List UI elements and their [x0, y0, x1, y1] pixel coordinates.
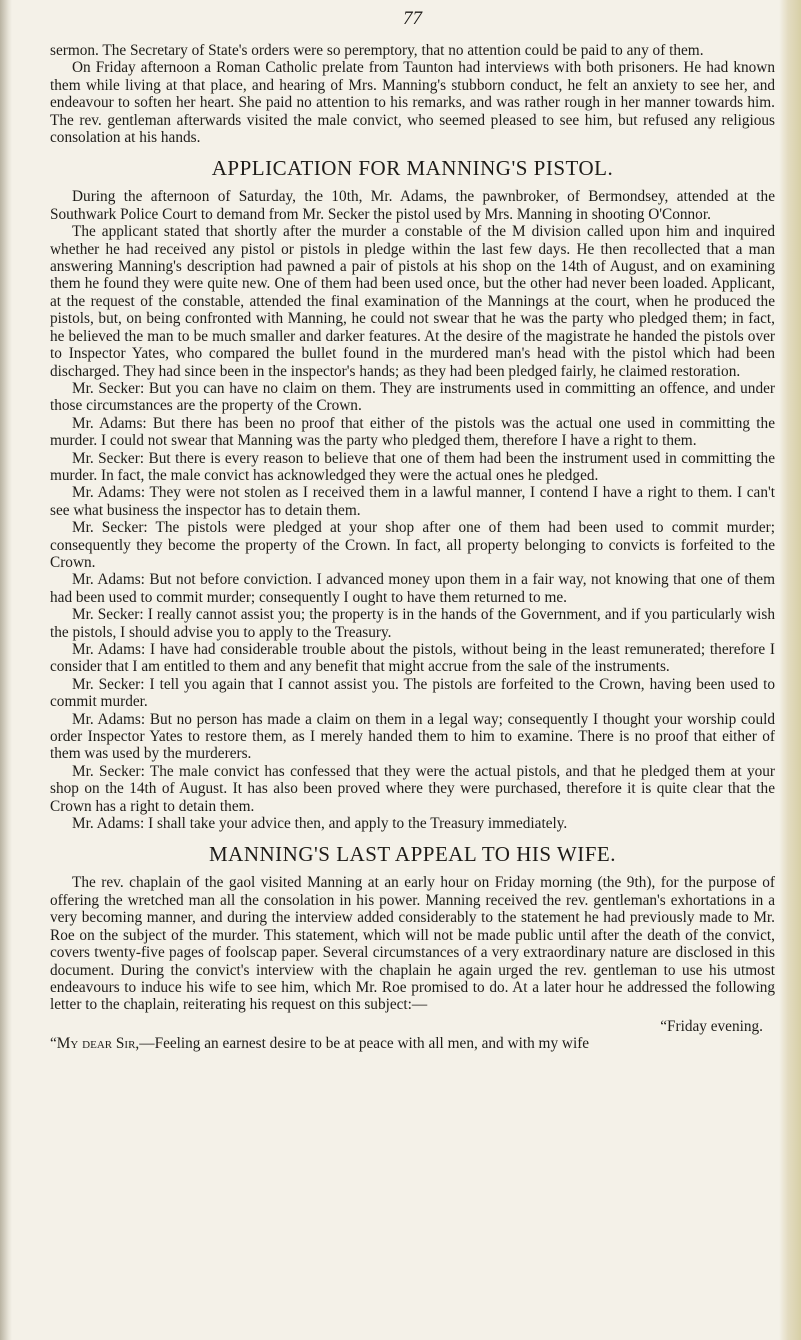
paragraph: Mr. Secker: I tell you again that I cannot assist you. The pistols are forfeited to the Crown, having been used to commit murder. — [50, 675, 775, 711]
page-number: 77 — [403, 8, 422, 29]
intro-paragraph: sermon. The Secretary of State's orders were so peremptory, that no attention could be paid to any of them. — [50, 42, 704, 59]
page-edge — [779, 0, 801, 1340]
letter-opening — [50, 1035, 775, 1052]
section-heading-appeal: MANNING'S LAST APPEAL TO HIS WIFE. — [209, 842, 616, 867]
paragraph: During the afternoon of Saturday, the 10th, Mr. Adams, the pawnbroker, of Bermondsey, attended at the Southwark Police Court to demand from Mr. Secker the pistol used by Mrs. Manning in shooting O'Connor. — [50, 188, 775, 223]
paragraph: Mr. Secker: The male convict has confessed that they were the actual pistols, and that he pledged them at your shop on the 14th of August. It has also been proved where they were purchased, therefore it is quite clear that the Crown has a right to detain them. — [50, 762, 775, 815]
letter-opening-text: —Feeling an earnest desire to be at peace with all men, and with my wife — [139, 1035, 590, 1053]
letter-dateline: “Friday evening. — [660, 1017, 763, 1035]
intro-paragraph: On Friday afternoon a Roman Catholic prelate from Taunton had interviews with both prisoners. He had known them while living at that place, and hearing of Mrs. Manning's stubborn conduct, he felt an anxiety to see her, and endeavour to soften her heart. She paid no attention to his remarks, and was rather rough in her manner towards him. The rev. gentleman afterwards visited the male convict, who seemed pleased to see him, but refused any religious consolation at his hands. — [50, 59, 775, 147]
paragraph: Mr. Adams: I have had considerable trouble about the pistols, without being in the least remunerated; therefore I consider that I am entitled to them and any benefit that might accrue from the sale of the instruments. — [50, 641, 775, 676]
paragraph: Mr. Secker: But you can have no claim on them. They are instruments used in committing an offence, and under those circumstances are the property of the Crown. — [50, 379, 775, 415]
paragraph: Mr. Adams: But not before conviction. I advanced money upon them in a fair way, not knowing that one of them had been used to commit murder; consequently I ought to have them returned to me. — [50, 571, 775, 606]
paragraph: The rev. chaplain of the gaol visited Manning at an early hour on Friday morning (the 9th), for the purpose of offering the wretched man all the consolation in his power. Manning received the rev. gentleman's exhortations in a very becoming manner, and during the interview added considerably to the statement he had previously made to Mr. Roe on the subject of the murder. This statement, which will not be made public until after the death of the convict, covers twenty-five pages of foolscap paper. Several circumstances of a very extraordinary nature are disclosed in this document. During the convict's interview with the chaplain he again urged the rev. gentleman to use his utmost endeavours to induce his wife to see him, which Mr. Roe promised to do. At a later hour he addressed the following letter to the chaplain, reiterating his request on this subject:— — [50, 874, 775, 1014]
paragraph: Mr. Secker: But there is every reason to believe that one of them had been the instrument used in committing the murder. In fact, the male convict has acknowledged they were the actual ones he pledged. — [50, 449, 775, 484]
page-gutter-shadow — [0, 0, 12, 1340]
paragraph: Mr. Adams: They were not stolen as I received them in a lawful manner, I contend I have a right to them. I can't see what business the inspector has to detain them. — [50, 484, 775, 519]
section-heading-pistol: APPLICATION FOR MANNING'S PISTOL. — [211, 156, 614, 181]
paragraph: Mr. Secker: I really cannot assist you; the property is in the hands of the Government, and if you particularly wish the pistols, I should advise you to apply to the Treasury. — [50, 606, 775, 641]
book-page — [50, 0, 775, 1340]
paragraph: The applicant stated that shortly after the murder a constable of the M division called upon him and inquired whether he had received any pistol or pistols in pledge within the last few days. He then recollected that a man answering Manning's description had pawned a pair of pistols at his shop on the 14th of August, and on examining them he found they were quite new. One of them had been used once, but the other had never been loaded. Applicant, at the request of the constable, attended the final examination of the Mannings at the court, when he produced the pistols, but, on being confronted with Manning, he could not swear that he was the party who pledged them; in fact, he believed the man to be much smaller and darker features. At the desire of the magistrate he handed the pistols over to Inspector Yates, who compared the bullet found in the murdered man's head with the pistol which had been discharged. They had since been in the inspector's hands; as they had been pledged fairly, he claimed restoration. — [50, 223, 775, 380]
letter-salutation: “My dear Sir, — [50, 1035, 140, 1053]
paragraph: Mr. Adams: But there has been no proof that either of the pistols was the actual one used in committing the murder. I could not swear that Manning was the party who pledged them, therefore I have a right to them. — [50, 414, 775, 450]
paragraph: Mr. Secker: The pistols were pledged at your shop after one of them had been used to commit murder; consequently they become the property of the Crown. In fact, all property belonging to convicts is forfeited to the Crown. — [50, 519, 775, 571]
paragraph: Mr. Adams: But no person has made a claim on them in a legal way; consequently I thought your worship could order Inspector Yates to restore them, as I merely handed them to him to examine. There is no proof that either of them was used by the murderers. — [50, 710, 775, 763]
paragraph: Mr. Adams: I shall take your advice then, and apply to the Treasury immediately. — [72, 815, 568, 833]
